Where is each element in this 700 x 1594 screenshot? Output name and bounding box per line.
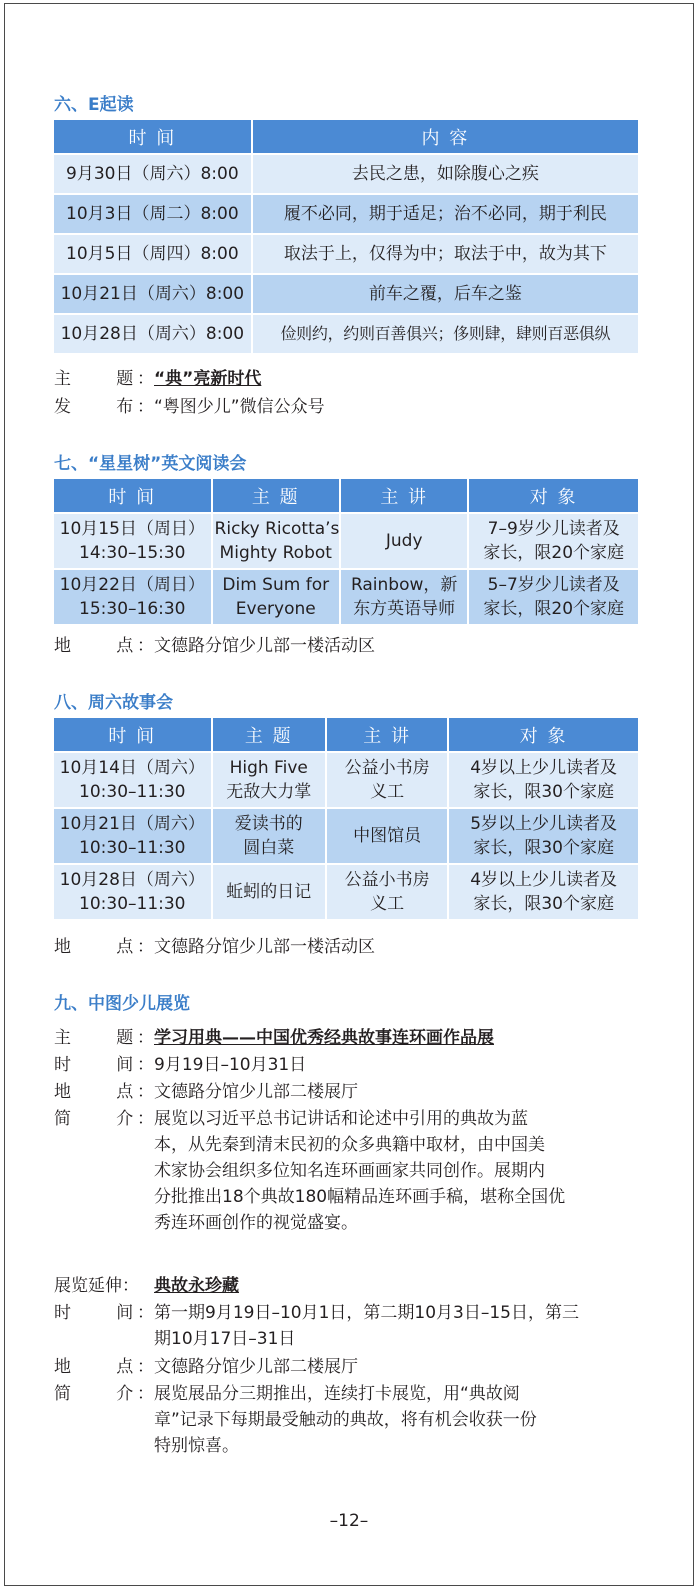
ext-time — [54, 1300, 646, 1352]
cell-time: 10月14日（周六） 10:30–11:30 — [54, 753, 211, 807]
theme-value: “典”亮新时代 — [154, 369, 262, 389]
place-value: 文德路分馆少儿部一楼活动区 — [154, 636, 375, 656]
table-row — [54, 155, 638, 193]
cell-theme: 蚯蚓的日记 — [213, 865, 325, 919]
table-row — [54, 865, 638, 919]
table-row — [54, 315, 638, 353]
header-content: 内 容 — [253, 120, 638, 153]
cell-audience: 5岁以上少儿读者及 家长，限30个家庭 — [449, 809, 638, 863]
section7-table — [52, 477, 640, 626]
table-row — [54, 809, 638, 863]
table-row — [54, 753, 638, 807]
theme-value: 学习用典——中国优秀经典故事连环画作品展 — [154, 1028, 494, 1048]
header-speaker: 主 讲 — [341, 479, 467, 512]
cell-speaker: Judy — [341, 514, 467, 568]
header-theme: 主 题 — [213, 479, 339, 512]
section9-intro — [54, 1106, 646, 1236]
place-label: 地 点： — [54, 1082, 154, 1102]
place-value: 文德路分馆少儿部二楼展厅 — [154, 1082, 358, 1102]
intro-label: 简 介： — [54, 1109, 154, 1129]
cell-audience: 4岁以上少儿读者及 家长，限30个家庭 — [449, 753, 638, 807]
section9-theme — [54, 1025, 494, 1051]
cell-time: 10月15日（周日） 14:30–15:30 — [54, 514, 211, 568]
time-value: 9月19日–10月31日 — [154, 1055, 307, 1075]
header-audience: 对 象 — [449, 718, 638, 751]
section7-place — [54, 633, 375, 659]
cell-audience: 5–7岁少儿读者及 家长，限20个家庭 — [469, 570, 638, 624]
cell-content: 履不必同，期于适足；治不必同，期于利民 — [253, 195, 638, 233]
table-row — [54, 570, 638, 624]
cell-speaker: 公益小书房 义工 — [327, 753, 447, 807]
ext-intro-text: 展览展品分三期推出，连续打卡展览，用“典故阅 章”记录下每期最受触动的典故，将有机会收获一份 特别惊喜。 — [154, 1384, 537, 1456]
section6-publish — [54, 394, 325, 420]
table-header-row — [54, 479, 638, 512]
cell-speaker: 公益小书房 义工 — [327, 865, 447, 919]
cell-time: 10月28日（周六）8:00 — [54, 315, 251, 353]
ext-intro-label: 简 介： — [54, 1384, 154, 1404]
section6-title: 六、E起读 — [54, 95, 134, 115]
cell-speaker: Rainbow，新 东方英语导师 — [341, 570, 467, 624]
page — [4, 3, 694, 1586]
ext-place-value: 文德路分馆少儿部二楼展厅 — [154, 1357, 358, 1377]
ext-time-label: 时 间： — [54, 1303, 154, 1323]
cell-audience: 7–9岁少儿读者及 家长，限20个家庭 — [469, 514, 638, 568]
cell-time: 10月22日（周日） 15:30–16:30 — [54, 570, 211, 624]
table-row — [54, 195, 638, 233]
table-row — [54, 275, 638, 313]
place-label: 地 点： — [54, 636, 154, 656]
cell-theme: 爱读书的 圆白菜 — [213, 809, 325, 863]
cell-content: 取法于上，仅得为中；取法于中，故为其下 — [253, 235, 638, 273]
ext-value: 典故永珍藏 — [154, 1276, 239, 1296]
header-time: 时 间 — [54, 120, 251, 153]
cell-theme: Ricky Ricotta’s Mighty Robot — [213, 514, 339, 568]
section9-title: 九、中图少儿展览 — [54, 994, 190, 1014]
section8-place — [54, 934, 375, 960]
theme-label: 主 题： — [54, 1028, 154, 1048]
intro-text: 展览以习近平总书记讲话和论述中引用的典故为蓝 本，从先秦到清末民初的众多典籍中取材，由中国美 术家协会组织多位知名连环画画家共同创作。展期内 分批推出18个典故180幅精品连环画手稿，堪称全国优 秀连环画创作的视觉盛宴。 — [154, 1109, 566, 1233]
section8-table — [52, 716, 640, 921]
cell-speaker: 中图馆员 — [327, 809, 447, 863]
publish-value: “粤图少儿”微信公众号 — [154, 397, 325, 417]
table-row — [54, 514, 638, 568]
cell-content: 去民之患，如除腹心之疾 — [253, 155, 638, 193]
place-value: 文德路分馆少儿部一楼活动区 — [154, 937, 375, 957]
cell-content: 俭则约，约则百善俱兴；侈则肆，肆则百恶俱纵 — [253, 315, 638, 353]
section7-title: 七、“星星树”英文阅读会 — [54, 454, 247, 474]
cell-time: 9月30日（周六）8:00 — [54, 155, 251, 193]
section6-table — [52, 118, 640, 355]
cell-time: 10月21日（周六）8:00 — [54, 275, 251, 313]
header-theme: 主 题 — [213, 718, 325, 751]
page-number: –12– — [329, 1511, 369, 1531]
cell-theme: Dim Sum for Everyone — [213, 570, 339, 624]
theme-label: 主 题： — [54, 369, 154, 389]
section9-time — [54, 1052, 306, 1078]
cell-time: 10月3日（周二）8:00 — [54, 195, 251, 233]
header-time: 时 间 — [54, 718, 211, 751]
section6-theme — [54, 366, 261, 392]
ext-intro — [54, 1381, 646, 1459]
header-time: 时 间 — [54, 479, 211, 512]
publish-label: 发 布： — [54, 397, 154, 417]
cell-audience: 4岁以上少儿读者及 家长，限30个家庭 — [449, 865, 638, 919]
cell-content: 前车之覆，后车之鉴 — [253, 275, 638, 313]
header-speaker: 主 讲 — [327, 718, 447, 751]
table-header-row — [54, 718, 638, 751]
table-row — [54, 235, 638, 273]
cell-time: 10月5日（周四）8:00 — [54, 235, 251, 273]
time-label: 时 间： — [54, 1055, 154, 1075]
exhibit-extension — [54, 1273, 239, 1299]
ext-place — [54, 1354, 358, 1380]
cell-theme: High Five 无敌大力掌 — [213, 753, 325, 807]
cell-time: 10月21日（周六） 10:30–11:30 — [54, 809, 211, 863]
section8-title: 八、周六故事会 — [54, 693, 173, 713]
ext-place-label: 地 点： — [54, 1357, 154, 1377]
ext-label: 展览延伸： — [54, 1276, 139, 1296]
section9-place — [54, 1079, 358, 1105]
cell-time: 10月28日（周六） 10:30–11:30 — [54, 865, 211, 919]
place-label: 地 点： — [54, 937, 154, 957]
header-audience: 对 象 — [469, 479, 638, 512]
ext-time-text: 第一期9月19日–10月1日，第二期10月3日–15日，第三 期10月17日–31日 — [154, 1303, 579, 1349]
table-header-row — [54, 120, 638, 153]
